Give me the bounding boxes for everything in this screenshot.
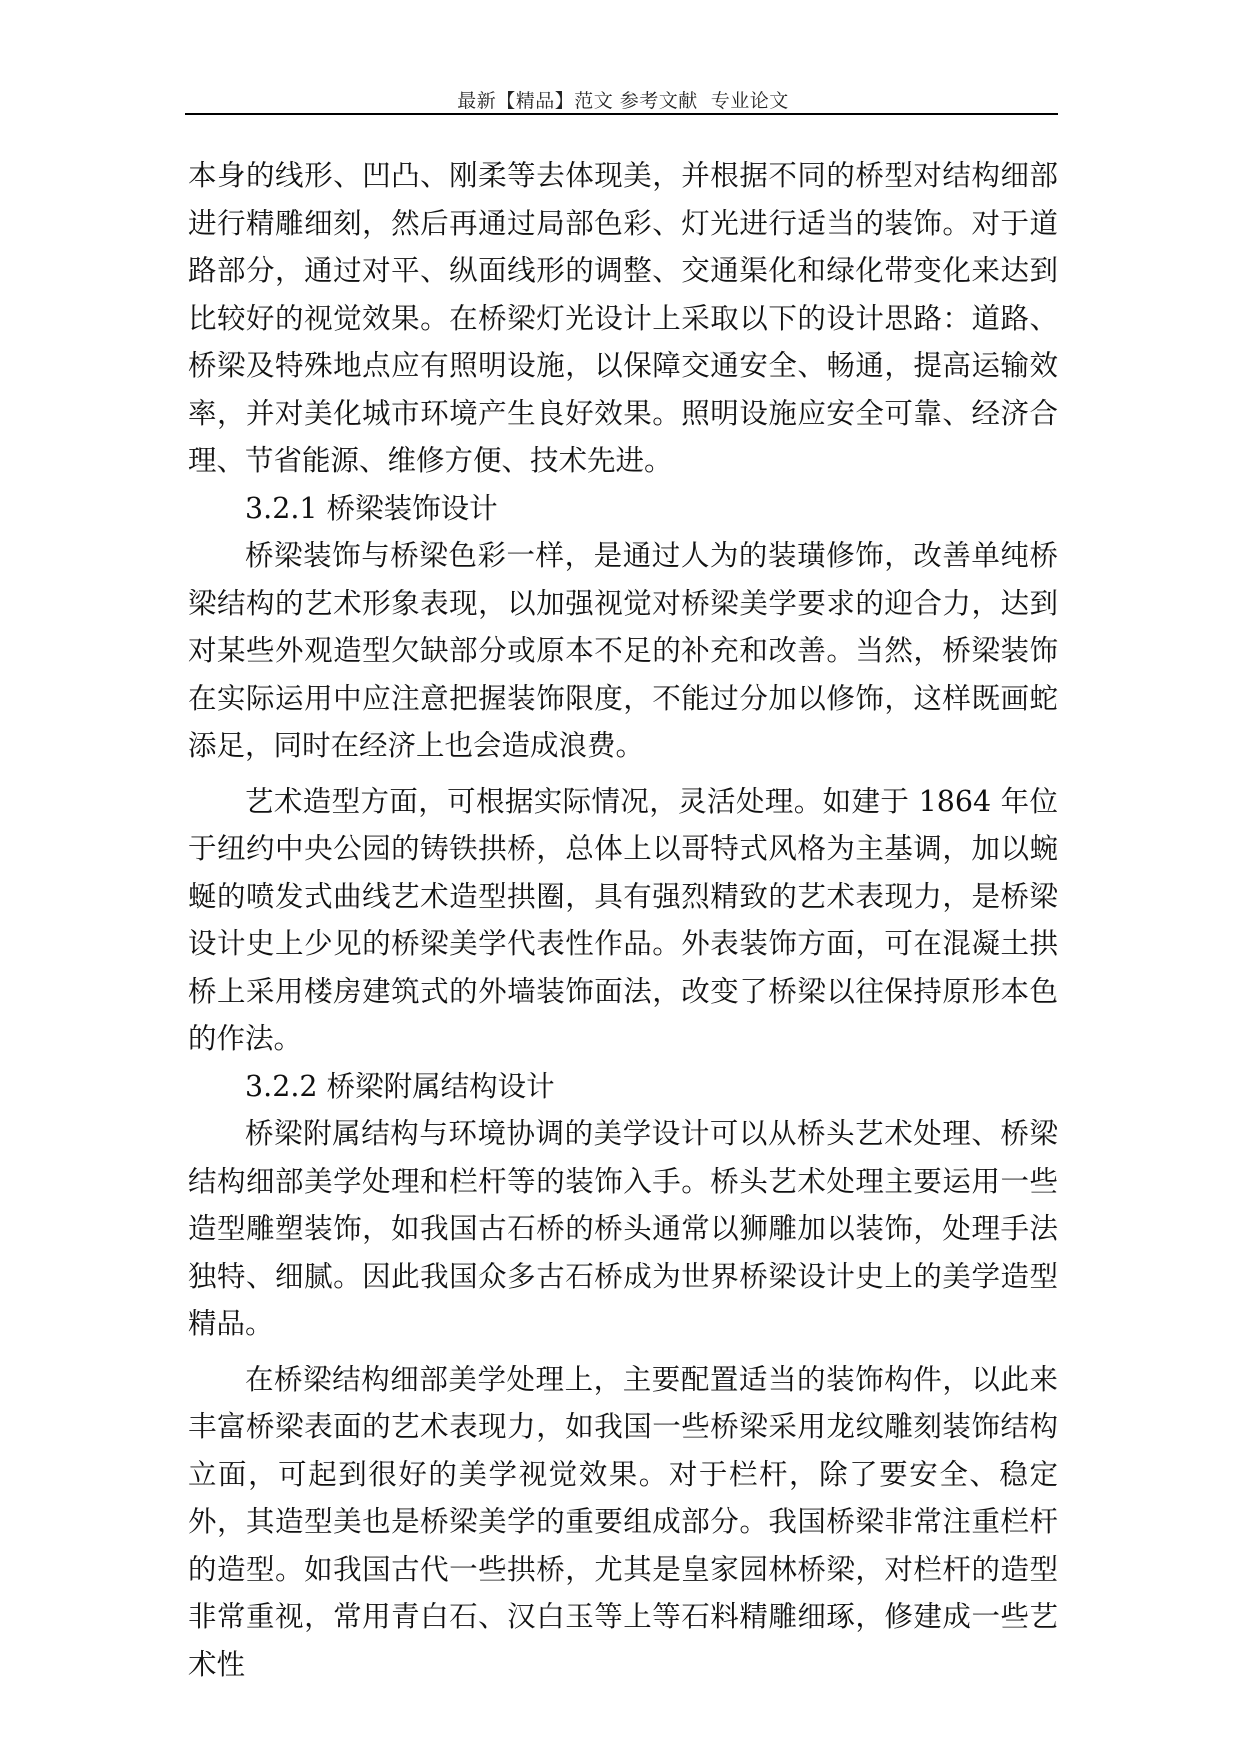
- paragraph-2: 桥梁装饰与桥梁色彩一样，是通过人为的装璜修饰，改善单纯桥梁结构的艺术形象表现，以加强视觉对桥梁美学要求的迎合力，达到对某些外观造型欠缺部分或原本不足的补充和改善。当然，桥梁装饰在实际运用中应注意把握装饰限度，不能过分加以修饰，这样既画蛇添足，同时在经济上也会造成浪费。: [188, 539, 1058, 762]
- paragraph-3: 艺术造型方面，可根据实际情况，灵活处理。如建于 1864 年位于纽约中央公园的铸铁拱桥，总体上以哥特式风格为主基调，加以蜿蜒的喷发式曲线艺术造型拱圈，具有强烈精致的艺术表现力，是桥梁设计史上少见的桥梁美学代表性作品。外表装饰方面，可在混凝土拱桥上采用楼房建筑式的外墙装饰面法，改变了桥梁以往保持原形本色的作法。: [188, 784, 1058, 1055]
- paragraph-4: 桥梁附属结构与环境协调的美学设计可以从桥头艺术处理、桥梁结构细部美学处理和栏杆等的装饰入手。桥头艺术处理主要运用一些造型雕塑装饰，如我国古石桥的桥头通常以狮雕加以装饰，处理手法独特、细腻。因此我国众多古石桥成为世界桥梁设计史上的美学造型精品。: [188, 1117, 1058, 1340]
- paragraph-1: 本身的线形、凹凸、刚柔等去体现美，并根据不同的桥型对结构细部进行精雕细刻，然后再通过局部色彩、灯光进行适当的装饰。对于道路部分，通过对平、纵面线形的调整、交通渠化和绿化带变化来达到比较好的视觉效果。在桥梁灯光设计上采取以下的设计思路：道路、桥梁及特殊地点应有照明设施，以保障交通安全、畅通，提高运输效率，并对美化城市环境产生良好效果。照明设施应安全可靠、经济合理、节省能源、维修方便、技术先进。: [188, 159, 1058, 477]
- paragraph-5: 在桥梁结构细部美学处理上，主要配置适当的装饰构件，以此来丰富桥梁表面的艺术表现力，如我国一些桥梁采用龙纹雕刻装饰结构立面，可起到很好的美学视觉效果。对于栏杆，除了要安全、稳定外，其造型美也是桥梁美学的重要组成部分。我国桥梁非常注重栏杆的造型。如我国古代一些拱桥，尤其是皇家园林桥梁，对栏杆的造型非常重视，常用青白石、汉白玉等上等石料精雕细琢，修建成一些艺术性: [188, 1362, 1058, 1681]
- document-body: [188, 152, 1058, 1688]
- page-header: 最新【精品】范文 参考文献 专业论文: [457, 90, 789, 112]
- section-heading-3-2-2: 3.2.2 桥梁附属结构设计: [245, 1069, 555, 1103]
- header-rule: [185, 113, 1058, 115]
- section-heading-3-2-1: 3.2.1 桥梁装饰设计: [245, 491, 498, 525]
